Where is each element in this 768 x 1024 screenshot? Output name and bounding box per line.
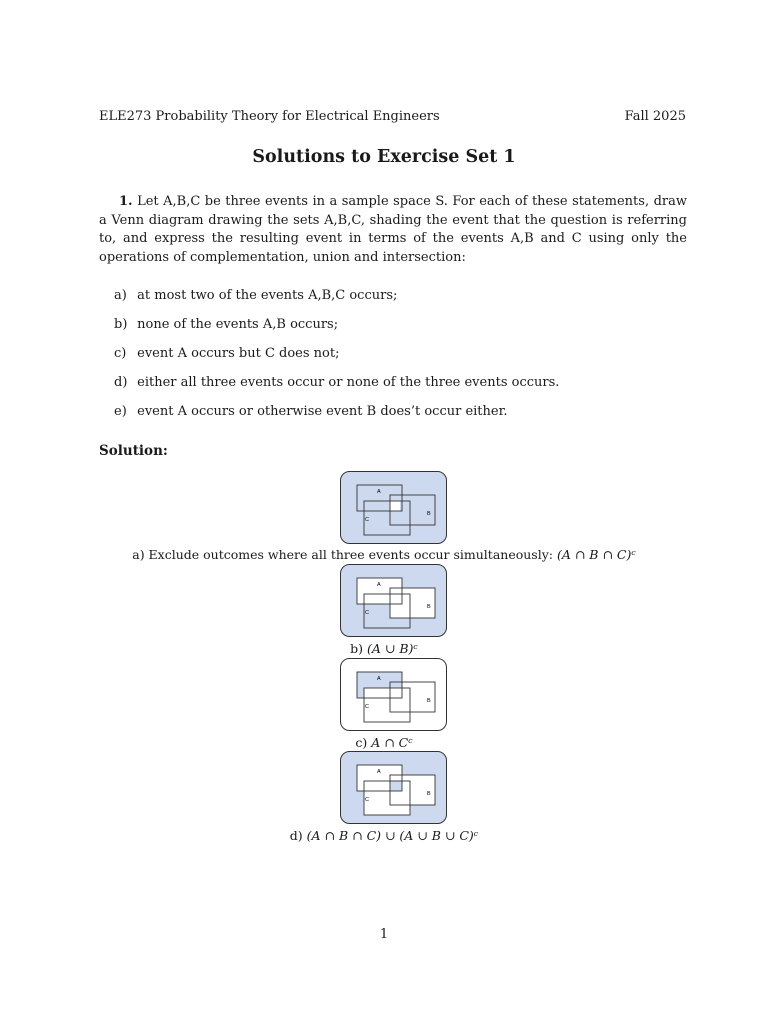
venn-diagram-b [340,564,447,637]
item-text: event A occurs but C does not; [137,346,340,361]
caption-math: A ∩ Cᶜ [371,735,413,750]
figure-caption-b [0,641,768,656]
figure-caption-d [0,828,768,843]
venn-diagram-d [340,751,447,824]
item-text: none of the events A,B occurs; [137,317,339,332]
item-text: at most two of the events A,B,C occurs; [137,288,398,303]
item-text: event A occurs or otherwise event B does’t occur either. [137,404,508,419]
list-item [114,404,508,419]
set-label-b: B [427,511,431,517]
term-label: Fall 2025 [624,109,686,124]
item-text: either all three events occur or none of the three events occurs. [137,375,560,390]
venn-diagram-a [340,471,447,544]
set-label-b: B [427,698,431,704]
venn-diagram-c [340,658,447,731]
figure-caption-c [0,735,768,750]
problem-text: Let A,B,C be three events in a sample space S. For each of these statements, draw a Venn diagram drawing the sets A,B,C, shading the event that the question is referring to, and express the resulting event in terms of the events A,B and C using only the operations of complementation, union and intersection: [99,194,687,265]
caption-math: (A ∪ B)ᶜ [367,641,418,656]
figure-caption-a [0,547,768,562]
set-label-a: A [377,489,381,495]
list-item [114,375,559,390]
set-label-c: C [365,610,369,616]
problem-statement [99,193,687,267]
item-label: c) [114,346,127,361]
item-label: a) [114,288,127,303]
set-label-b: B [427,791,431,797]
set-label-c: C [365,704,369,710]
caption-text: c) [355,735,372,750]
caption-text: a) Exclude outcomes where all three events occur simultaneously: [132,547,557,562]
list-item [114,317,338,332]
caption-text: b) [350,641,368,656]
set-label-a: A [377,676,381,682]
set-label-b: B [427,604,431,610]
item-label: e) [114,404,127,419]
set-label-a: A [377,769,381,775]
item-label: d) [114,375,128,390]
list-item [114,288,397,303]
set-label-c: C [365,517,369,523]
caption-text: d) [289,828,307,843]
course-title: ELE273 Probability Theory for Electrical Engineers [99,109,440,124]
set-label-c: C [365,797,369,803]
set-label-a: A [377,582,381,588]
document-title: Solutions to Exercise Set 1 [252,147,516,167]
item-label: b) [114,317,128,332]
caption-math: (A ∩ B ∩ C) ∪ (A ∪ B ∪ C)ᶜ [306,828,479,843]
solution-heading: Solution: [99,443,168,459]
page-number: 1 [379,927,389,942]
problem-number: 1. [119,194,133,209]
caption-math: (A ∩ B ∩ C)ᶜ [556,547,636,562]
list-item [114,346,339,361]
